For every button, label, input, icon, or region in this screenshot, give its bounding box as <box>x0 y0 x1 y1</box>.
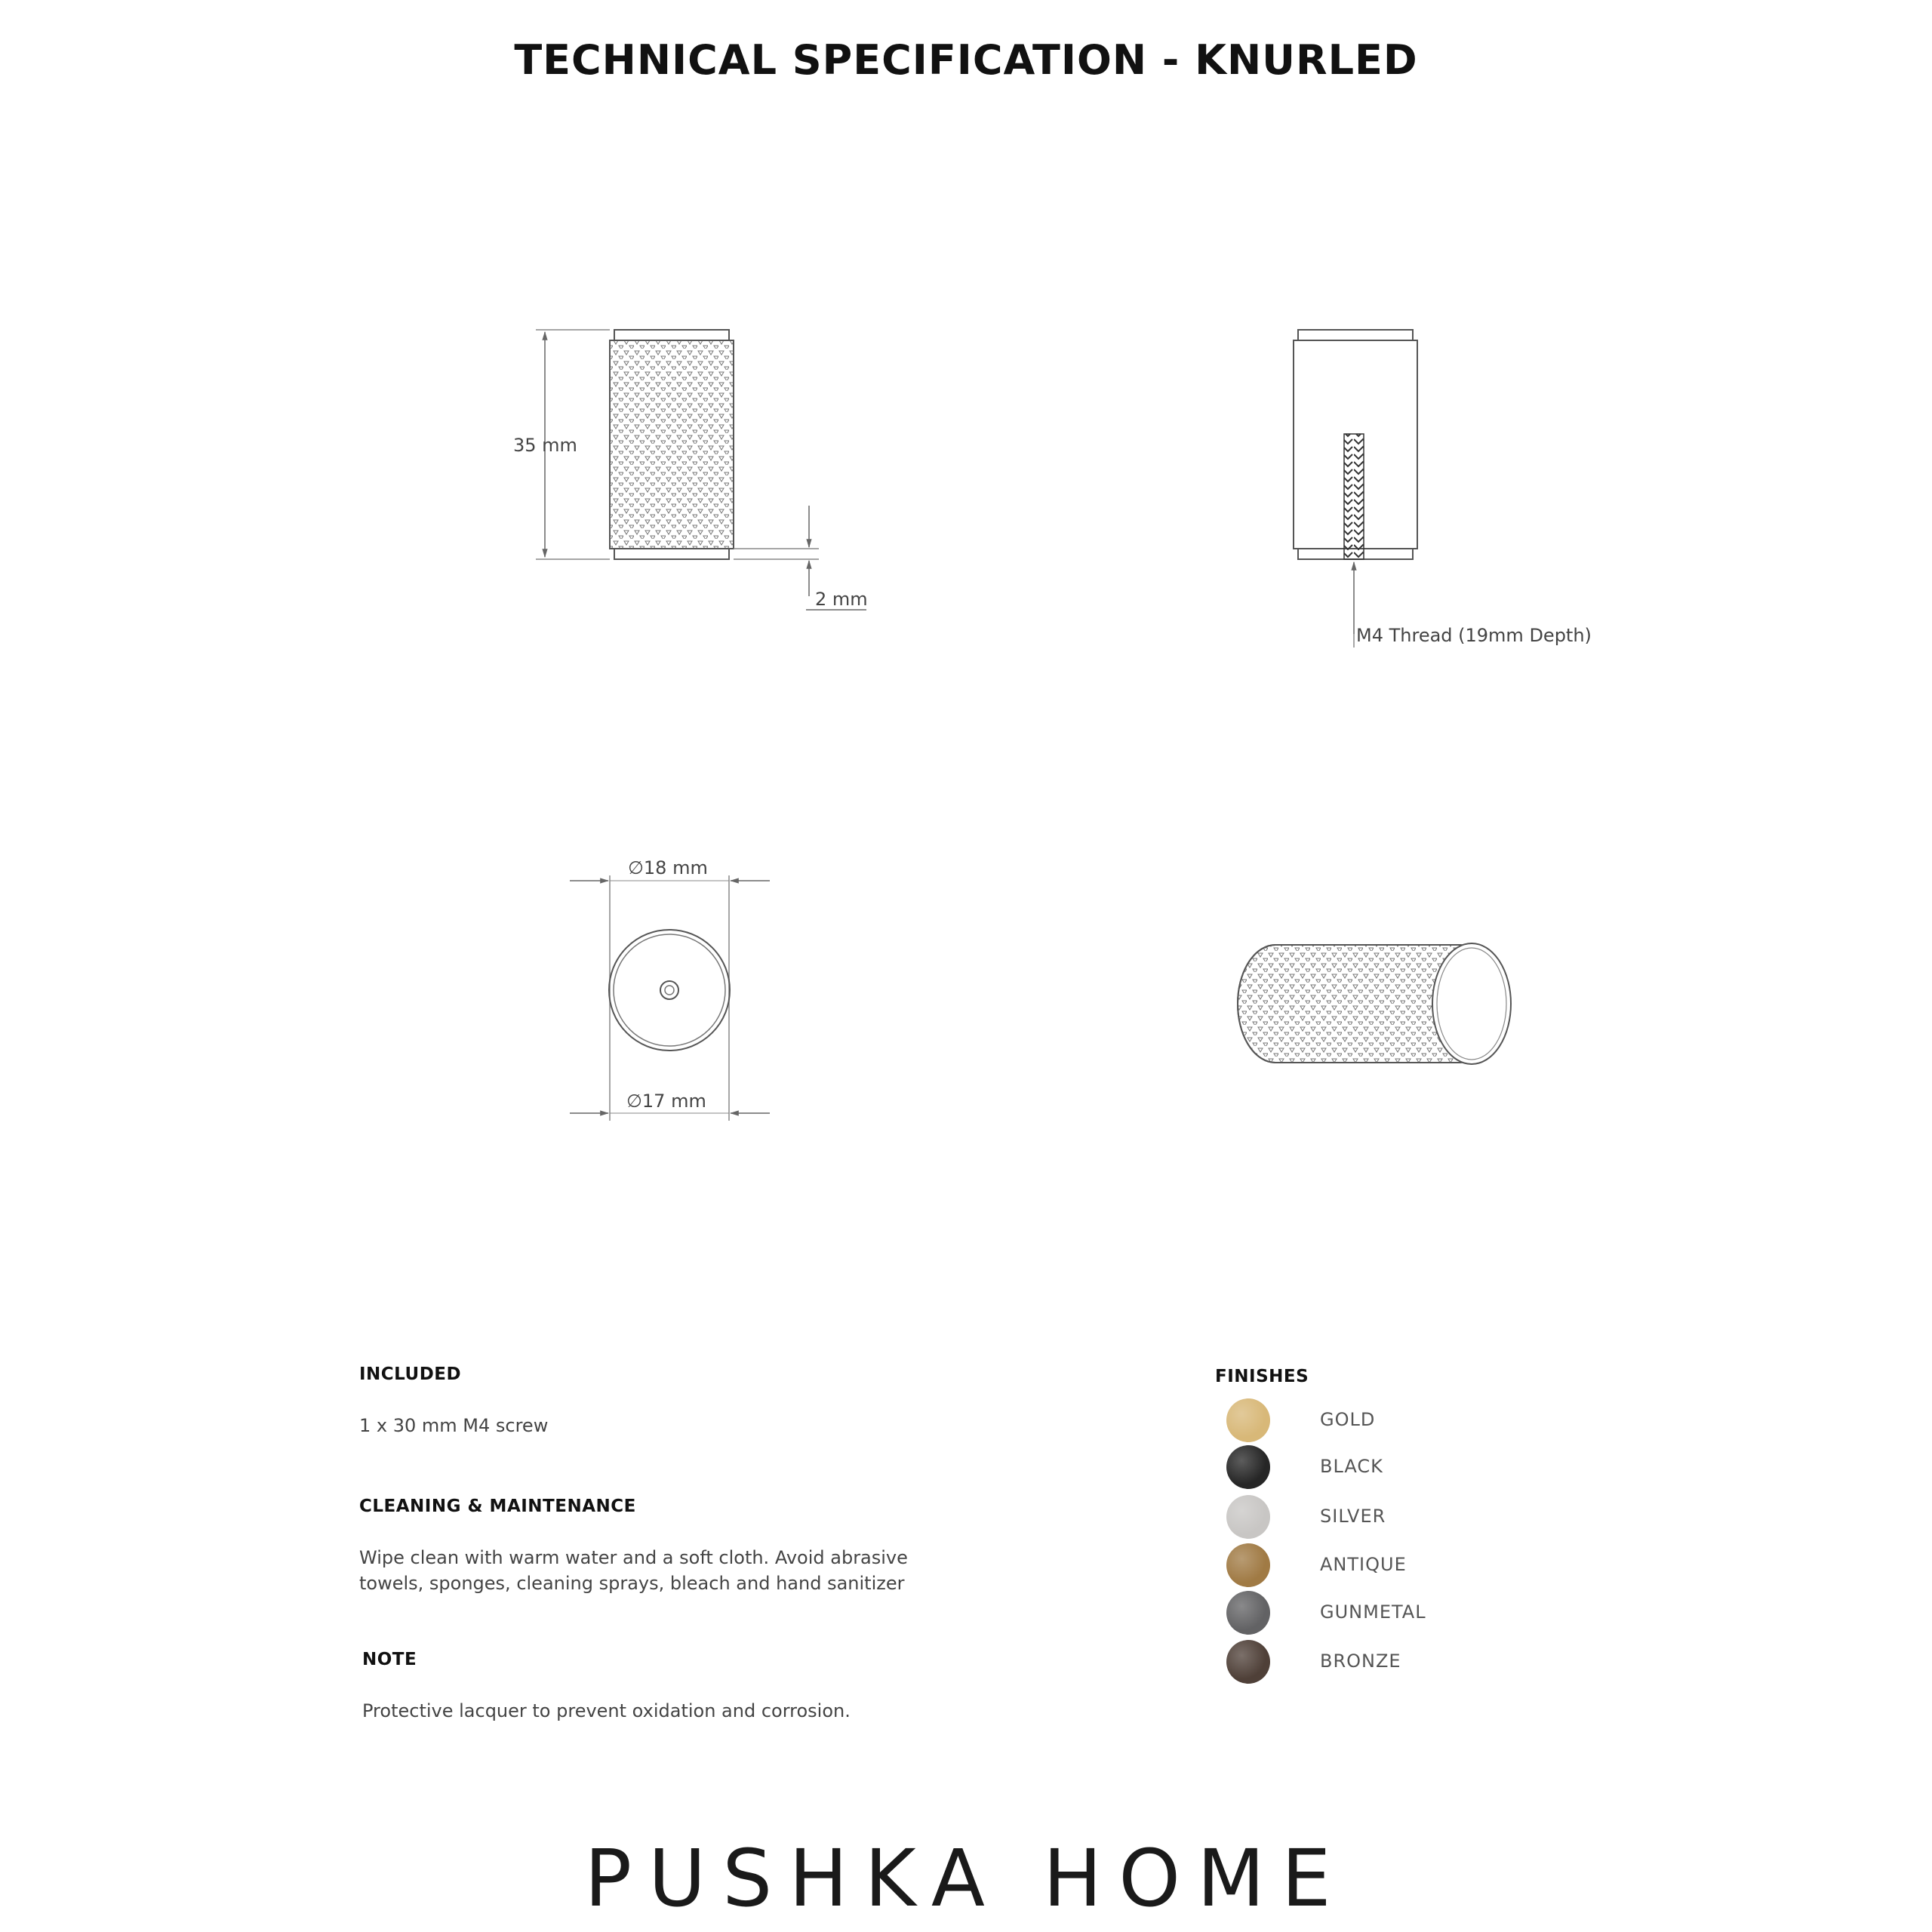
diameter-top-dimension: ∅18 mm <box>628 857 708 878</box>
brand-logo: PUSHKA HOME <box>584 1832 1348 1924</box>
finish-label: GOLD <box>1320 1409 1376 1430</box>
gap-dimension: 2 mm <box>815 589 868 610</box>
finish-label: GUNMETAL <box>1320 1601 1426 1623</box>
finish-label: ANTIQUE <box>1320 1554 1407 1575</box>
finish-item-black <box>1226 1445 1528 1489</box>
finish-item-gold <box>1226 1398 1528 1442</box>
finish-item-silver <box>1226 1495 1528 1539</box>
side-view-knurled <box>536 330 866 610</box>
cleaning-body-line-1: Wipe clean with warm water and a soft cloth. Avoid abrasive <box>359 1547 908 1568</box>
thread-callout: M4 Thread (19mm Depth) <box>1356 625 1592 646</box>
finish-label: SILVER <box>1320 1506 1386 1527</box>
isometric-view <box>1238 943 1511 1064</box>
finish-label: BRONZE <box>1320 1651 1401 1672</box>
note-heading: NOTE <box>362 1650 417 1669</box>
front-view-circle <box>570 875 770 1121</box>
finish-item-gunmetal <box>1226 1591 1528 1635</box>
finish-swatch <box>1226 1495 1270 1539</box>
finish-swatch <box>1226 1640 1270 1684</box>
finish-item-bronze <box>1226 1640 1528 1684</box>
cleaning-body-line-2: towels, sponges, cleaning sprays, bleach and hand sanitizer <box>359 1573 905 1594</box>
page-title: TECHNICAL SPECIFICATION - KNURLED <box>514 36 1418 84</box>
diameter-bottom-dimension: ∅17 mm <box>626 1091 706 1112</box>
finishes-heading: FINISHES <box>1215 1367 1309 1386</box>
section-view-thread <box>1294 330 1417 648</box>
note-body: Protective lacquer to prevent oxidation and corrosion. <box>362 1700 851 1721</box>
finish-item-antique <box>1226 1543 1528 1587</box>
cleaning-heading: CLEANING & MAINTENANCE <box>359 1497 636 1516</box>
finish-swatch <box>1226 1398 1270 1442</box>
height-dimension: 35 mm <box>513 435 577 456</box>
included-heading: INCLUDED <box>359 1364 462 1384</box>
finish-swatch <box>1226 1543 1270 1587</box>
finish-swatch <box>1226 1591 1270 1635</box>
finish-swatch <box>1226 1445 1270 1489</box>
finish-label: BLACK <box>1320 1456 1383 1477</box>
included-body: 1 x 30 mm M4 screw <box>359 1415 549 1436</box>
